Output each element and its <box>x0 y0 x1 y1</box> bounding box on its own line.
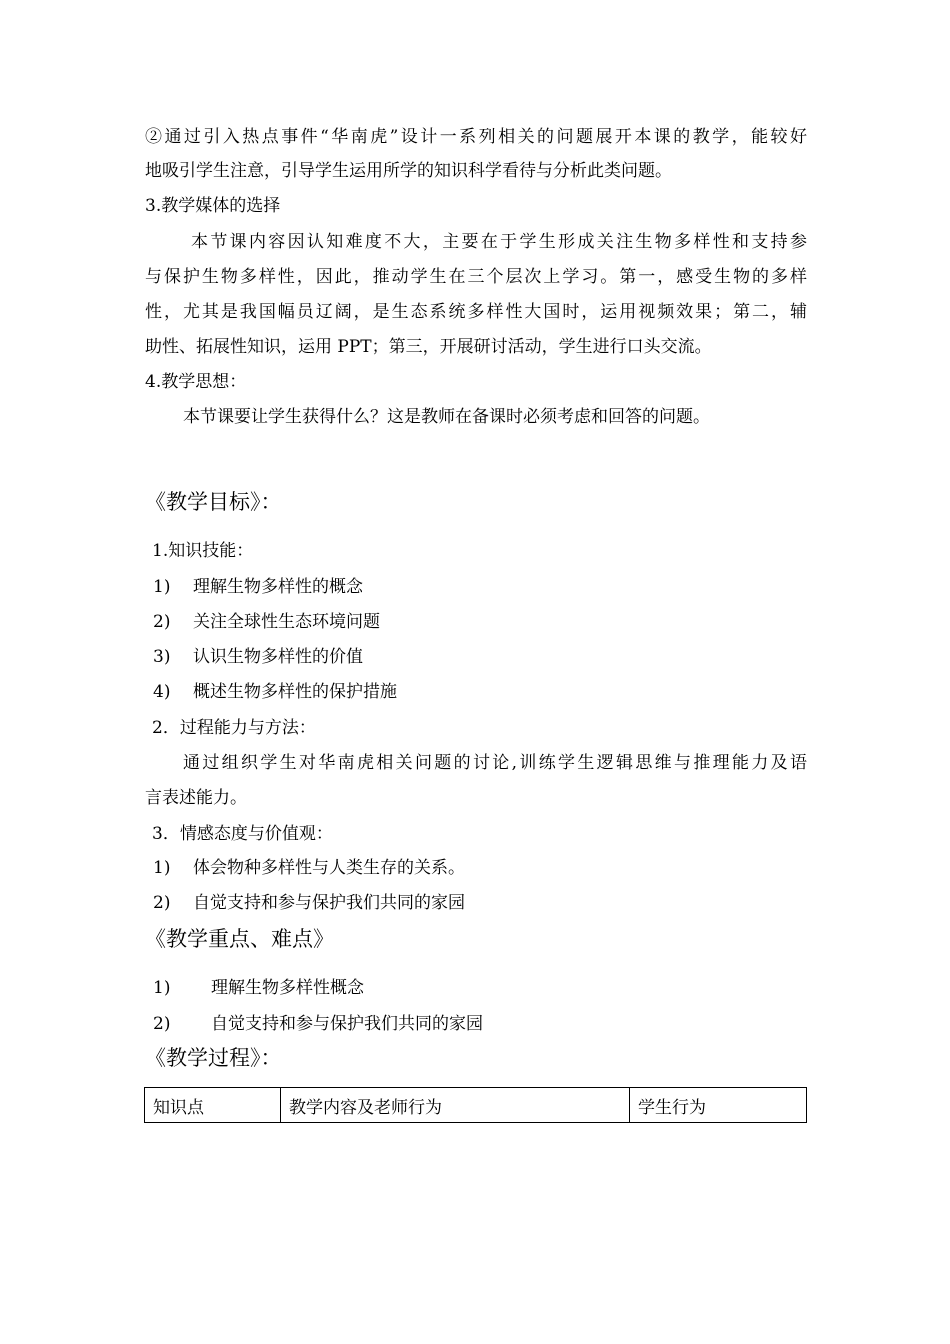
media-paragraph-line: 本节课内容因认知难度不大，主要在于学生形成关注生物多样性和支持参 <box>191 232 807 252</box>
teaching-process-table <box>144 1087 807 1123</box>
media-paragraph-line: 与保护生物多样性，因此，推动学生在三个层次上学习。第一，感受生物的多样 <box>145 267 807 287</box>
key-points-heading: 《教学重点、难点》 <box>145 927 334 951</box>
table-header-cell: 知识点 <box>145 1088 281 1123</box>
thought-paragraph: 本节课要让学生获得什么？这是教师在备课时必须考虑和回答的问题。 <box>183 407 710 427</box>
process-ability-heading: 2．过程能力与方法： <box>152 718 316 738</box>
list-item: 1) 体会物种多样性与人类生存的关系。 <box>153 858 465 878</box>
intro-paragraph-line: 地吸引学生注意，引导学生运用所学的知识科学看待与分析此类问题。 <box>145 161 672 181</box>
list-item: 2) 自觉支持和参与保护我们共同的家园 <box>153 893 465 913</box>
list-item: 1) 理解生物多样性的概念 <box>153 577 363 597</box>
emotion-heading: 3．情感态度与价值观： <box>152 824 333 844</box>
media-heading: 3.教学媒体的选择 <box>145 196 281 216</box>
knowledge-heading: 1.知识技能： <box>152 541 254 561</box>
intro-paragraph-line: ②通过引入热点事件“华南虎”设计一系列相关的问题展开本课的教学，能较好 <box>145 127 807 147</box>
teaching-process-heading: 《教学过程》： <box>145 1046 282 1070</box>
list-item: 2) 自觉支持和参与保护我们共同的家园 <box>153 1014 483 1034</box>
list-item: 2) 关注全球性生态环境问题 <box>153 612 380 632</box>
process-ability-paragraph-line: 言表述能力。 <box>145 788 247 808</box>
table-header-cell: 教学内容及老师行为 <box>281 1088 630 1123</box>
thought-heading: 4.教学思想： <box>145 372 247 392</box>
list-item: 1) 理解生物多样性概念 <box>153 978 364 998</box>
media-paragraph-line: 助性、拓展性知识，运用 PPT；第三，开展研讨活动，学生进行口头交流。 <box>145 337 712 357</box>
goals-heading: 《教学目标》： <box>145 490 282 514</box>
media-paragraph-line: 性，尤其是我国幅员辽阔，是生态系统多样性大国时，运用视频效果；第二，辅 <box>145 302 807 322</box>
list-item: 4) 概述生物多样性的保护措施 <box>153 682 397 702</box>
process-ability-paragraph-line: 通过组织学生对华南虎相关问题的讨论,训练学生逻辑思维与推理能力及语 <box>183 753 807 773</box>
table-header-cell: 学生行为 <box>630 1088 807 1123</box>
table-row <box>145 1088 807 1123</box>
list-item: 3) 认识生物多样性的价值 <box>153 647 363 667</box>
